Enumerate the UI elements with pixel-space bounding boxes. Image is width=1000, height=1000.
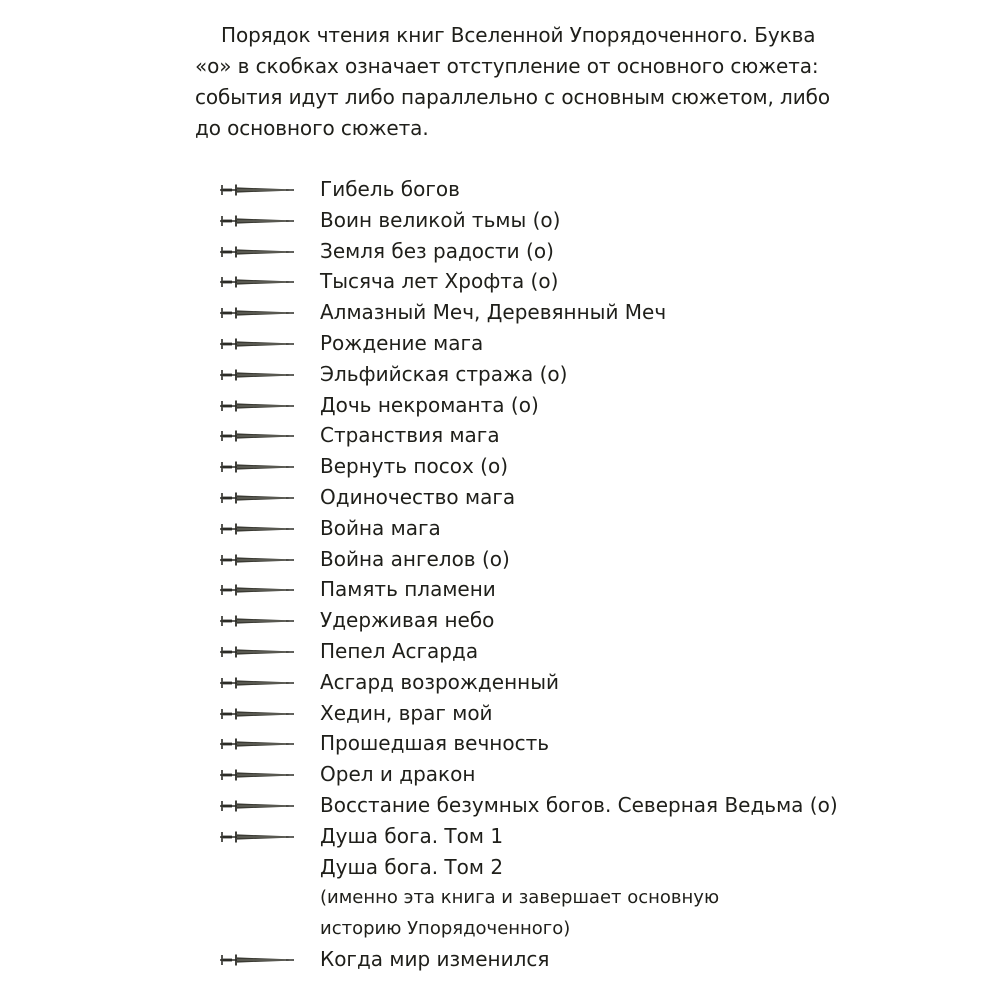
book-title: Память пламени <box>320 577 496 602</box>
sword-icon <box>220 584 294 596</box>
book-title: Гибель богов <box>320 177 460 201</box>
book-title: Вернуть посох (о) <box>320 454 509 479</box>
list-item <box>0 174 1000 205</box>
list-item <box>0 667 1000 698</box>
intro-paragraph: Порядок чтения книг Вселенной Упорядоченного. Буква «о» в скобках означает отступление от основного сюжета: события идут либо параллельно с основным сюжетом, либо до основного сюжета. <box>195 23 830 140</box>
sword-icon <box>220 738 294 750</box>
book-title: Удерживая небо <box>320 608 495 633</box>
book-title: Алмазный Меч, Деревянный Меч <box>320 300 667 325</box>
sword-icon <box>220 338 294 350</box>
list-item <box>0 698 1000 729</box>
book-title: Душа бога. Том 2 <box>320 854 504 879</box>
list-item <box>0 821 1000 852</box>
book-title: Воин великой тьмы (о) <box>320 207 561 232</box>
sword-icon <box>220 215 294 227</box>
list-item-note <box>0 913 1000 944</box>
list-item <box>0 390 1000 421</box>
sword-icon <box>220 307 294 319</box>
book-title: Асгард возрожденный <box>320 669 560 694</box>
list-item-note <box>0 882 1000 913</box>
list-item <box>0 328 1000 359</box>
list-item <box>0 451 1000 482</box>
list-item <box>0 482 1000 513</box>
sword-icon <box>220 677 294 689</box>
sword-icon <box>220 554 294 566</box>
book-title: Земля без радости (о) <box>320 238 554 263</box>
list-item-continuation <box>0 852 1000 883</box>
book-note: историю Упорядоченного) <box>320 918 571 940</box>
sword-icon <box>220 430 294 442</box>
list-item <box>0 636 1000 667</box>
list-item <box>0 297 1000 328</box>
sword-icon <box>220 769 294 781</box>
book-title: Рождение мага <box>320 330 484 355</box>
book-title: Война ангелов (о) <box>320 546 510 571</box>
book-note: (именно эта книга и завершает основную <box>320 887 720 909</box>
sword-icon <box>220 831 294 843</box>
list-item <box>0 544 1000 575</box>
book-title: Война мага <box>320 515 441 540</box>
list-item <box>0 266 1000 297</box>
sword-icon <box>220 184 294 196</box>
book-title: Пепел Асгарда <box>320 638 479 663</box>
book-title: Эльфийская стража (о) <box>320 361 568 386</box>
list-item <box>0 420 1000 451</box>
book-title: Одиночество мага <box>320 484 516 509</box>
list-item <box>0 944 1000 975</box>
book-title: Хедин, враг мой <box>320 700 493 725</box>
sword-icon <box>220 369 294 381</box>
sword-icon <box>220 400 294 412</box>
sword-icon <box>220 492 294 504</box>
list-item <box>0 790 1000 821</box>
sword-icon <box>220 276 294 288</box>
sword-icon <box>220 800 294 812</box>
book-title: Прошедшая вечность <box>320 731 550 756</box>
sword-icon <box>220 246 294 258</box>
book-title: Когда мир изменился <box>320 946 550 971</box>
sword-icon <box>220 523 294 535</box>
book-title: Дочь некроманта (о) <box>320 392 539 417</box>
book-title: Тысяча лет Хрофта (о) <box>320 269 559 294</box>
sword-icon <box>220 708 294 720</box>
sword-icon <box>220 615 294 627</box>
list-item <box>0 728 1000 759</box>
book-list <box>0 174 1000 975</box>
list-item <box>0 574 1000 605</box>
list-item <box>0 205 1000 236</box>
book-title: Восстание безумных богов. Северная Ведьма (о) <box>320 792 838 817</box>
sword-icon <box>220 461 294 473</box>
book-title: Душа бога. Том 1 <box>320 823 504 848</box>
list-item <box>0 759 1000 790</box>
list-item <box>0 359 1000 390</box>
book-title: Странствия мага <box>320 423 500 448</box>
list-item <box>0 605 1000 636</box>
list-item <box>0 236 1000 267</box>
list-item <box>0 513 1000 544</box>
sword-icon <box>220 954 294 966</box>
sword-icon <box>220 646 294 658</box>
book-title: Орел и дракон <box>320 762 476 787</box>
